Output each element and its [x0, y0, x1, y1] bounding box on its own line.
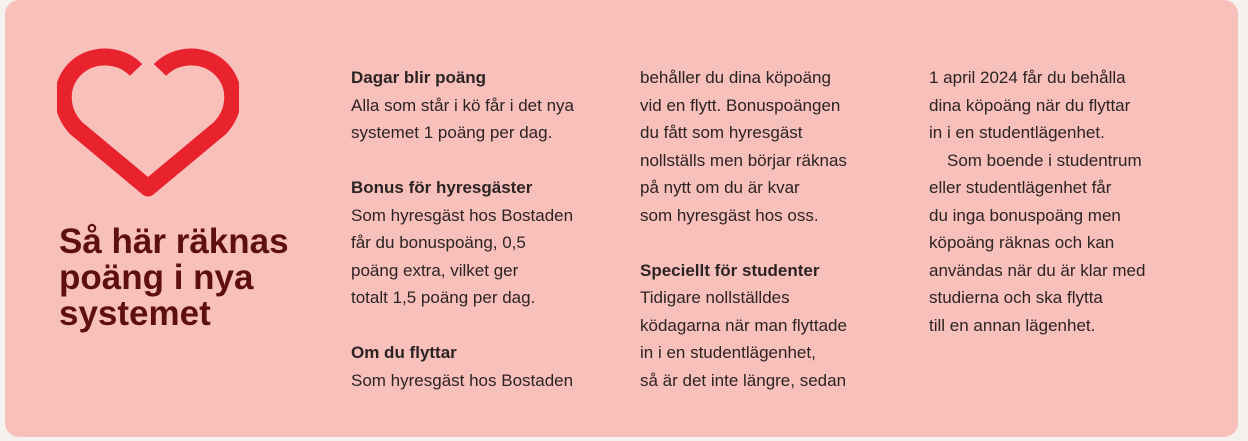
section-text-indented: Som boende i studentrum eller studentlägenhet får du inga bonuspoäng men köpoäng räknas och kan användas när du är klar med studierna och ska flytta till en annan lägenhet.: [929, 150, 1146, 335]
section-heading: Bonus för hyresgäster: [351, 178, 533, 197]
section-bonus: [351, 174, 621, 312]
title-line: systemet: [59, 294, 211, 333]
page-title: [59, 224, 329, 332]
section-dagar: [351, 64, 621, 147]
text-column-3: [929, 64, 1199, 339]
section-text: Alla som står i kö får i det nya systemet 1 poäng per dag.: [351, 95, 574, 142]
text-column-2: [640, 64, 910, 422]
section-flyttar: [351, 339, 621, 394]
section-heading: Dagar blir poäng: [351, 68, 487, 87]
text-column-1: [351, 64, 621, 422]
info-card: [5, 0, 1238, 437]
section-text: 1 april 2024 får du behålla dina köpoäng när du flyttar in i en studentlägenhet.: [929, 68, 1131, 142]
section-flyttar-cont: [640, 64, 910, 229]
section-text: Som hyresgäst hos Bostaden får du bonuspoäng, 0,5 poäng extra, vilket ger totalt 1,5 poäng per dag.: [351, 205, 574, 307]
heart-icon: [57, 48, 239, 200]
section-studenter: [640, 257, 910, 395]
section-heading: Speciellt för studenter: [640, 260, 820, 280]
section-heading: Om du flyttar: [351, 343, 457, 362]
section-text: Tidigare nollställdes ködagarna när man flyttade in i en studentlägenhet, så är det inte längre, sedan: [640, 288, 847, 390]
title-line: poäng i nya: [59, 258, 254, 297]
section-text: Som hyresgäst hos Bostaden: [351, 370, 574, 390]
title-line: Så här räknas: [59, 222, 289, 261]
section-text: behåller du dina köpoäng vid en flytt. Bonuspoängen du fått som hyresgäst nollställs men börjar räknas på nytt om du är kvar som hyresgäst hos oss.: [640, 68, 847, 225]
